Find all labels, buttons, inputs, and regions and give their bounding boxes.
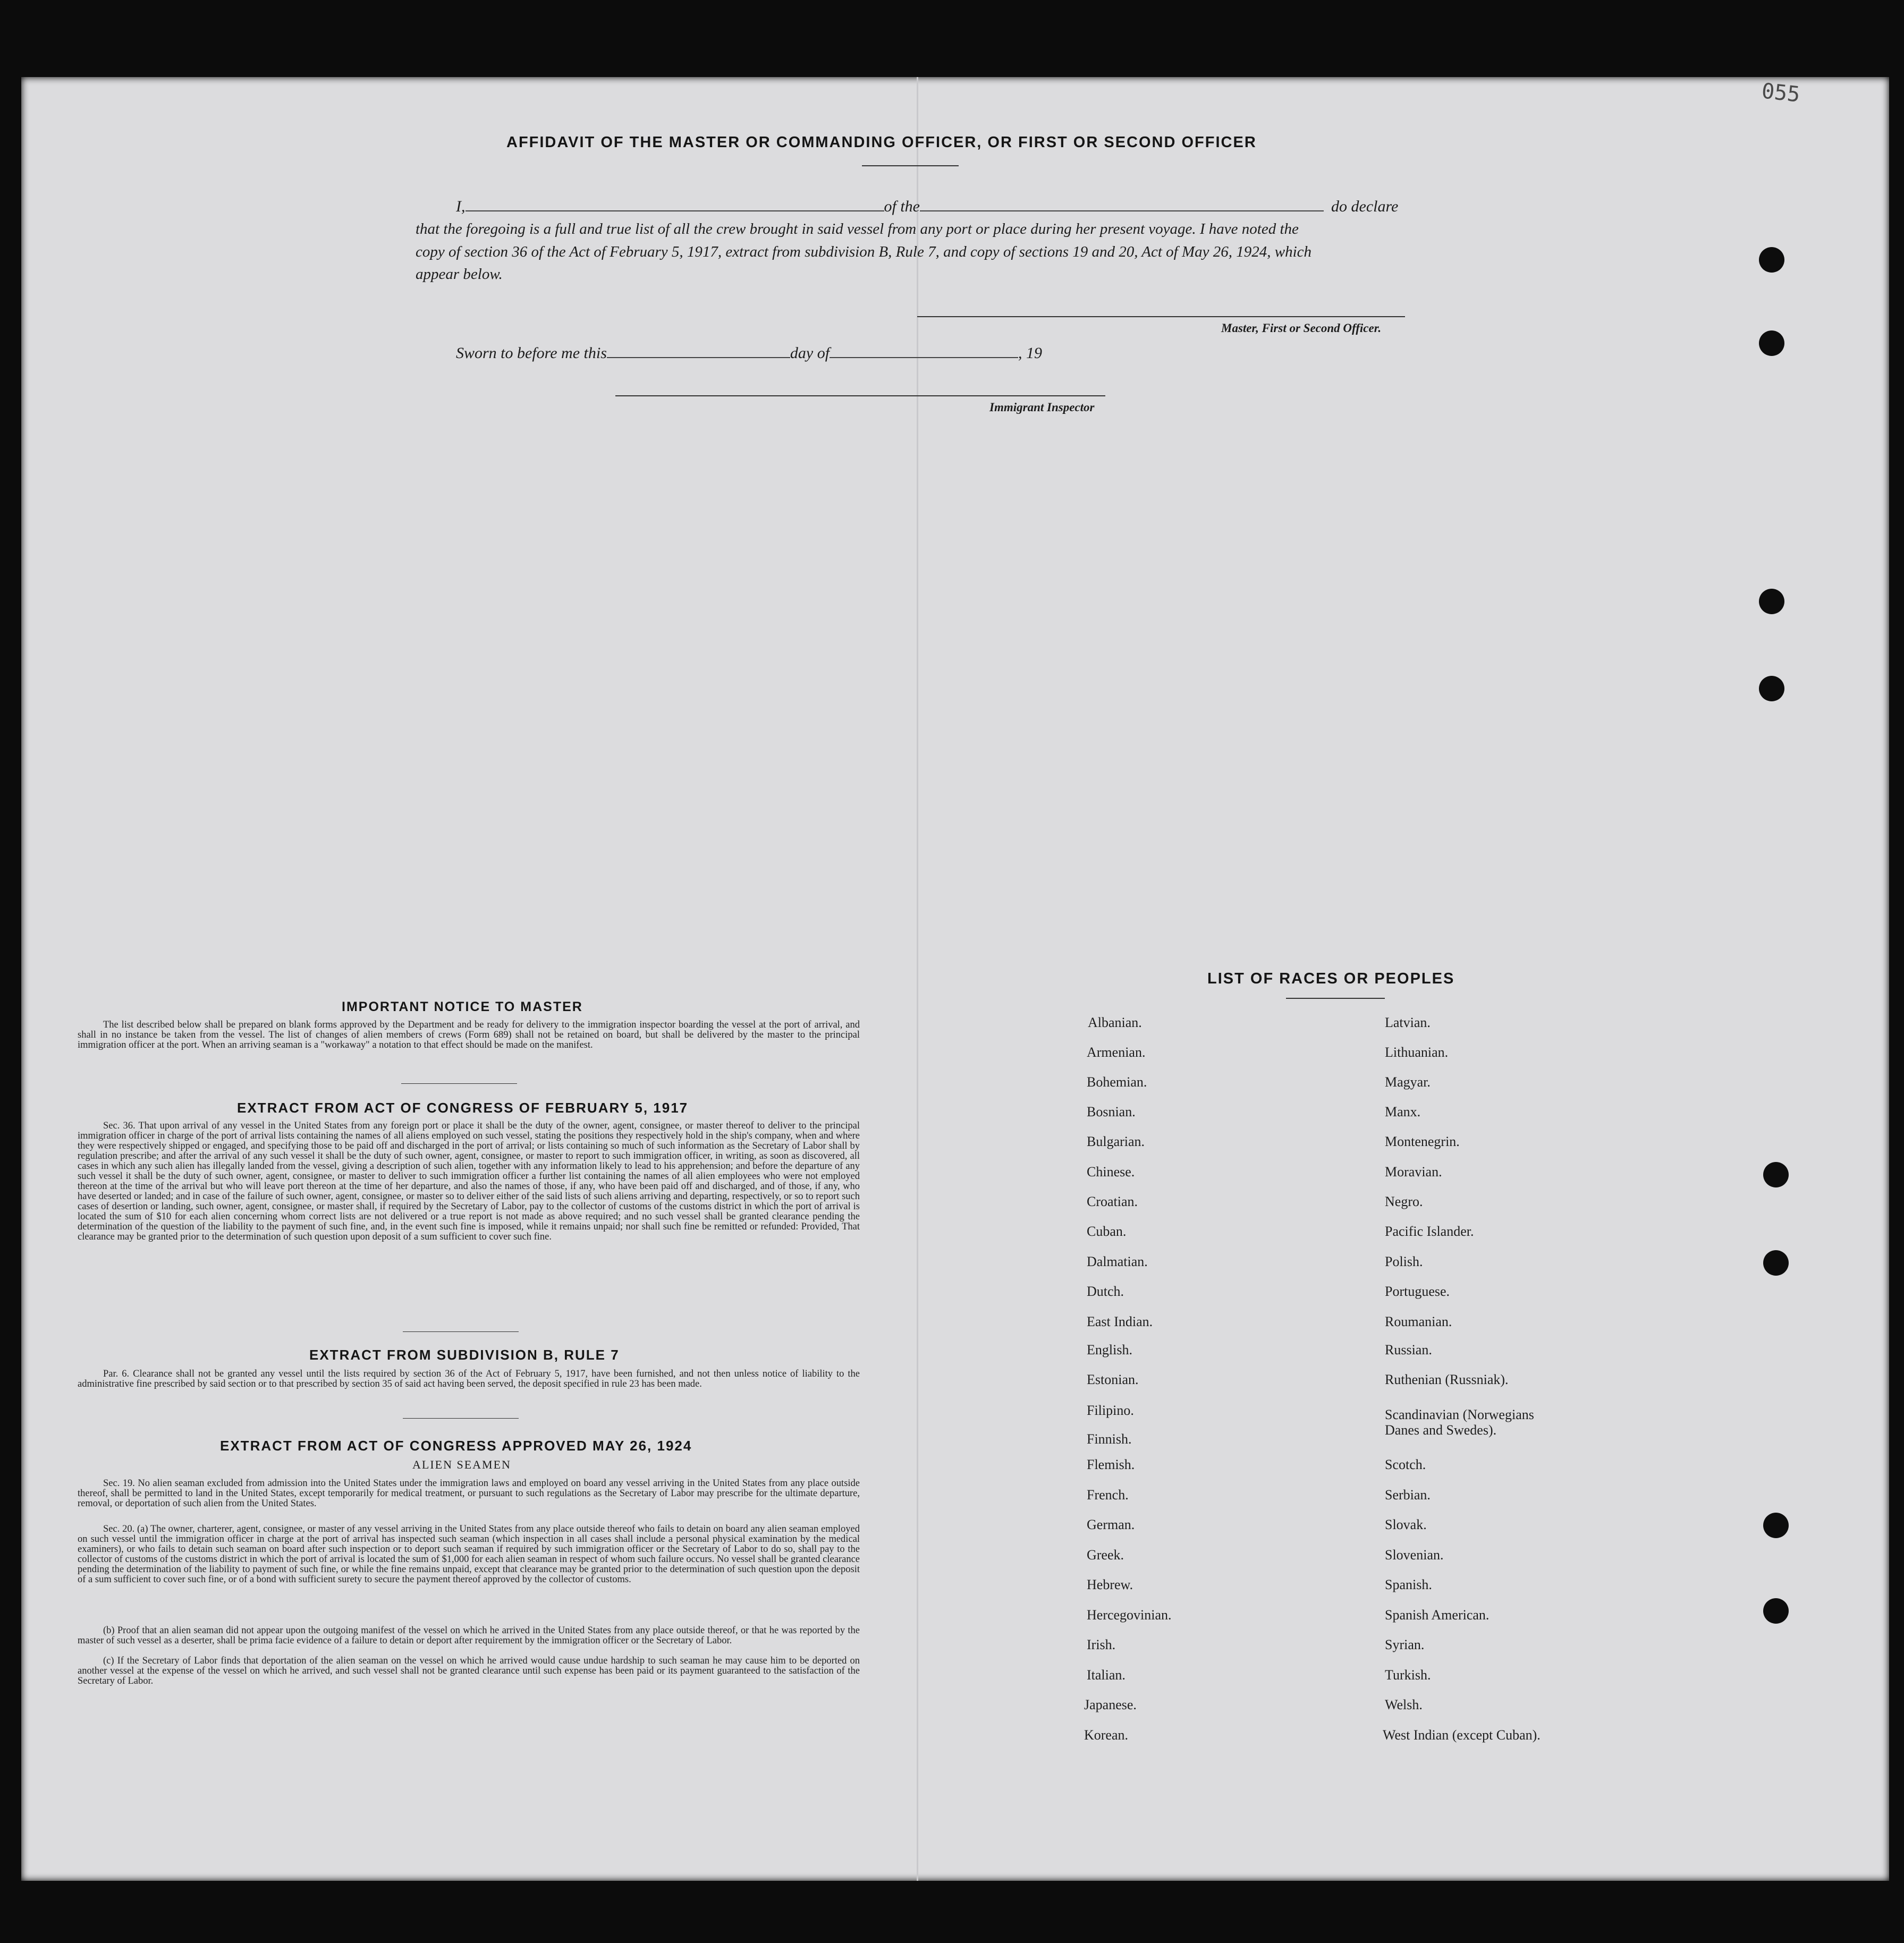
race-item: Bulgarian. bbox=[1087, 1134, 1145, 1149]
sworn-day-blank bbox=[607, 357, 790, 358]
race-item: Cuban. bbox=[1087, 1224, 1127, 1239]
race-item: Albanian. bbox=[1088, 1015, 1142, 1030]
name-blank bbox=[466, 210, 884, 211]
binder-hole bbox=[1759, 330, 1784, 356]
race-item: Welsh. bbox=[1385, 1697, 1423, 1712]
inspector-signature-label: Immigrant Inspector bbox=[989, 401, 1095, 414]
race-item: Bosnian. bbox=[1087, 1104, 1136, 1119]
race-item: Greek. bbox=[1087, 1547, 1124, 1563]
sworn-prefix: Sworn to before me this bbox=[456, 344, 607, 362]
race-item: Manx. bbox=[1385, 1104, 1421, 1119]
race-item: Croatian. bbox=[1087, 1194, 1138, 1209]
race-item: Armenian. bbox=[1087, 1045, 1146, 1060]
rule-before-rule7 bbox=[403, 1331, 519, 1332]
affidavit-line-3: copy of section 36 of the Act of February 5, 1917, extract from subdivision B, Rule 7, and copy of sections 19 and 20, Act of May 26, 1924, which bbox=[416, 243, 1312, 260]
race-item: Irish. bbox=[1087, 1637, 1116, 1652]
notice-title: IMPORTANT NOTICE TO MASTER bbox=[342, 999, 583, 1014]
affidavit-line-2: that the foregoing is a full and true list of all the crew brought in said vessel from any port or place during her present voyage. I have noted the bbox=[416, 220, 1299, 237]
race-item: Dutch. bbox=[1087, 1284, 1124, 1299]
sec-20a-text: Sec. 20. (a) The owner, charterer, agent, consignee, or master of any vessel arriving in the United States from any place outside thereof who fails to detain on board any alien seaman employed on such vessel until the immigration officer in charge at the port of arrival has inspected such seaman (which inspection in all cases shall include a personal physical examination by the medical examiners), or who fails to detain such seaman on board after such inspection or to deport such seaman if required by such immigration officer or the Secretary of Labor to do so, shall pay to the collector of customs of the customs district in which the port of arrival is located the sum of $1,000 for each alien seaman in respect of whom such failure occurs. No vessel shall be granted clearance pending the determination of the liability to payment of such fine, or while the fine remains unpaid, except that clearance may be granted prior to the determination of such question upon the deposit of a sum sufficient to cover such fine, or of a bond with sufficient surety to secure the payment thereof approved by the collector of customs. bbox=[78, 1524, 860, 1585]
binder-hole bbox=[1759, 676, 1784, 701]
extract-1924-title: EXTRACT FROM ACT OF CONGRESS APPROVED MAY 26, 1924 bbox=[220, 1438, 692, 1454]
master-signature-line bbox=[917, 316, 1405, 317]
race-item: Hebrew. bbox=[1087, 1577, 1133, 1592]
race-item: Bohemian. bbox=[1087, 1074, 1147, 1090]
extract-rule7-text: Par. 6. Clearance shall not be granted any vessel until the lists required by section 36 of the Act of February 5, 1917, have been furnished, and not then unless notice of liability to the administrative fine prescribed by said section or to that prescribed by section 35 of said act having been served, the deposit specified in rule 23 has been made. bbox=[78, 1369, 860, 1389]
race-item: Scandinavian (Norwegians Danes and Swedes). bbox=[1385, 1407, 1534, 1438]
binder-hole bbox=[1759, 589, 1784, 614]
extract-rule7-title: EXTRACT FROM SUBDIVISION B, RULE 7 bbox=[309, 1347, 620, 1363]
race-item: Slovak. bbox=[1385, 1517, 1427, 1532]
race-item: Korean. bbox=[1084, 1727, 1129, 1743]
race-item: Montenegrin. bbox=[1385, 1134, 1460, 1149]
race-item: German. bbox=[1087, 1517, 1135, 1532]
race-item: Scotch. bbox=[1385, 1457, 1426, 1472]
binder-hole bbox=[1763, 1598, 1789, 1624]
inspector-signature-line bbox=[615, 395, 1105, 396]
title-rule bbox=[862, 165, 959, 166]
sworn-day-of: day of bbox=[790, 344, 830, 362]
race-item: English. bbox=[1087, 1342, 1132, 1357]
race-item: Spanish. bbox=[1385, 1577, 1432, 1592]
race-item: West Indian (except Cuban). bbox=[1383, 1727, 1541, 1743]
race-item: Serbian. bbox=[1385, 1487, 1431, 1503]
races-title-rule bbox=[1286, 998, 1385, 999]
race-item: Flemish. bbox=[1087, 1457, 1135, 1472]
race-item: East Indian. bbox=[1087, 1314, 1153, 1329]
affidavit-title: AFFIDAVIT OF THE MASTER OR COMMANDING OFFICER, OR FIRST OR SECOND OFFICER bbox=[506, 134, 1257, 151]
affidavit-line-1 bbox=[456, 198, 1398, 216]
race-item: Estonian. bbox=[1087, 1372, 1139, 1387]
race-item: Ruthenian (Russniak). bbox=[1385, 1372, 1509, 1387]
race-item: Hercegovinian. bbox=[1087, 1607, 1172, 1623]
binder-hole bbox=[1759, 247, 1784, 273]
race-item: Italian. bbox=[1087, 1667, 1126, 1683]
race-item: Turkish. bbox=[1385, 1667, 1431, 1683]
rule-after-rule7 bbox=[403, 1418, 519, 1419]
of-the-label: of the bbox=[884, 198, 920, 215]
race-item: Polish. bbox=[1385, 1254, 1423, 1269]
alien-seamen-subtitle: ALIEN SEAMEN bbox=[412, 1458, 511, 1471]
race-item: Russian. bbox=[1385, 1342, 1432, 1357]
race-item: Slovenian. bbox=[1385, 1547, 1444, 1563]
declare-label: do declare bbox=[1331, 198, 1399, 215]
binder-hole bbox=[1763, 1250, 1789, 1276]
sworn-year: , 19 bbox=[1018, 344, 1043, 362]
race-item: Finnish. bbox=[1087, 1431, 1132, 1447]
race-item: Dalmatian. bbox=[1087, 1254, 1148, 1269]
extract-1917-title: EXTRACT FROM ACT OF CONGRESS OF FEBRUARY 5, 1917 bbox=[237, 1100, 689, 1116]
race-item: Magyar. bbox=[1385, 1074, 1431, 1090]
sworn-month-blank bbox=[830, 357, 1018, 358]
rule-1917 bbox=[401, 1083, 517, 1084]
sworn-line bbox=[456, 344, 1042, 362]
race-item: Negro. bbox=[1385, 1194, 1423, 1209]
race-item: Latvian. bbox=[1385, 1015, 1431, 1030]
sec-20b-text: (b) Proof that an alien seaman did not appear upon the outgoing manifest of the vessel on which he arrived in the United States from any place outside thereof, or that he was reported by the master of such vessel as a deserter, shall be prima facie evidence of a failure to detain or deport after requirement by the immigration officer or the Secretary of Labor. bbox=[78, 1625, 860, 1646]
race-item: Lithuanian. bbox=[1385, 1045, 1449, 1060]
race-item: French. bbox=[1087, 1487, 1129, 1503]
sec-19-text: Sec. 19. No alien seaman excluded from admission into the United States under the immigration laws and employed on board any vessel arriving in the United States from any place outside thereof, shall be permitted to land in the United States, except temporarily for medical treatment, or pursuant to such regulations as the Secretary of Labor may prescribe for the ultimate departure, removal, or deportation of such alien from the United States. bbox=[78, 1478, 860, 1509]
race-item: Moravian. bbox=[1385, 1164, 1442, 1180]
race-item: Syrian. bbox=[1385, 1637, 1425, 1652]
affidavit-line-4: appear below. bbox=[416, 266, 503, 283]
race-item: Portuguese. bbox=[1385, 1284, 1450, 1299]
race-item: Spanish American. bbox=[1385, 1607, 1490, 1623]
master-signature-label: Master, First or Second Officer. bbox=[1221, 321, 1382, 335]
race-item: Pacific Islander. bbox=[1385, 1224, 1474, 1239]
race-item: Japanese. bbox=[1084, 1697, 1137, 1712]
race-item: Filipino. bbox=[1087, 1403, 1134, 1418]
races-title: LIST OF RACES OR PEOPLES bbox=[1207, 970, 1455, 987]
binder-hole bbox=[1763, 1513, 1789, 1538]
race-item: Roumanian. bbox=[1385, 1314, 1452, 1329]
binder-hole bbox=[1763, 1162, 1789, 1187]
race-item: Chinese. bbox=[1087, 1164, 1135, 1180]
page-number: 055 bbox=[1760, 79, 1801, 107]
vessel-blank bbox=[920, 210, 1324, 211]
i-label: I, bbox=[456, 198, 466, 215]
sec-20c-text: (c) If the Secretary of Labor finds that deportation of the alien seaman on the vessel on which he arrived would cause undue hardship to such seaman he may cause him to be deported on another vessel at the expense of the vessel on which he arrived, and such vessel shall not be granted clearance until such expense has been paid or its payment guaranteed to the satisfaction of the Secretary of Labor. bbox=[78, 1656, 860, 1686]
extract-1917-text: Sec. 36. That upon arrival of any vessel in the United States from any foreign port or place it shall be the duty of the owner, agent, consignee, or master thereof to deliver to the principal immigration officer in charge of the port of arrival lists containing the names of all aliens employed on such vessel, stating the positions they respectively hold in the ship's company, when and where they were respectively shipped or engaged, and specifying those to be paid off and discharged in the port of arrival; or lists containing so much of such information as the Secretary of Labor shall by regulation prescribe; and after the arrival of any such vessel it shall be the duty of such owner, agent, consignee, or master to report to such immigration officer, in writing, as soon as discovered, all cases in which any such alien has illegally landed from the vessel, giving a description of such alien, together with any information likely to lead to his apprehension; and before the departure of any such vessel it shall be the duty of such owner, agent, consignee, or master to deliver to such immigration officer a further list containing the names of all alien employees who were not employed thereon at the time of the arrival but who will leave port thereon at the time of her departure, and also the names of those, if any, who have been paid off and discharged, and of those, if any, who have deserted or landed; and in case of the failure of such owner, agent, consignee, or master so to deliver either of the said lists of such aliens arriving and departing, respectively, or so to report such cases of desertion or landing, such owner, agent, consignee, or master shall, if required by the Secretary of Labor, pay to the collector of customs of the customs district in which the port of arrival is located the sum of $10 for each alien concerning whom correct lists are not delivered or a true report is not made as above required; and no such vessel shall be granted clearance pending the determination of the question of the liability to the payment of such fine, and, in the event such fine is imposed, while it remains unpaid; nor shall such fine be remitted or refunded: Provided, That clearance may be granted prior to the determination of such question upon deposit of a sum sufficient to cover such fine. bbox=[78, 1121, 860, 1242]
notice-text: The list described below shall be prepared on blank forms approved by the Department and be ready for delivery to the immigration inspector boarding the vessel at the port of arrival, and shall in no instance be taken from the vessel. The list of changes of alien members of crews (Form 689) shall not be retained on board, but shall be delivered by the master to the principal immigration officer at the port. When an arriving seaman is a "workaway" a notation to that effect should be made on the manifest. bbox=[78, 1020, 860, 1050]
